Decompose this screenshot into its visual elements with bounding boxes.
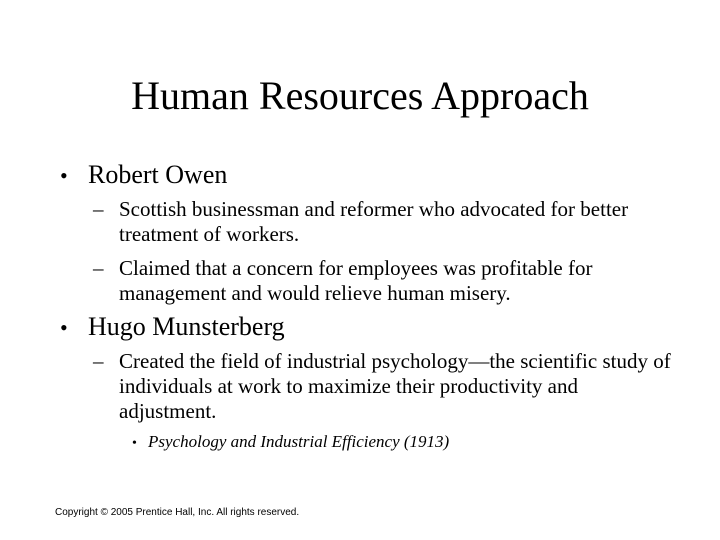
sub-bullet-text: Created the field of industrial psychology—the scientific study of individuals at work to maximize their productivity and adjustment. xyxy=(119,349,671,423)
bullet-marker: • xyxy=(60,315,68,340)
slide-title: Human Resources Approach xyxy=(131,73,589,118)
bullet-robert-owen xyxy=(60,160,227,191)
dash-marker: – xyxy=(93,256,104,280)
sub-bullet-owen-1 xyxy=(93,197,673,247)
dash-marker: – xyxy=(93,349,104,373)
book-citation: Psychology and Industrial Efficiency (1913) xyxy=(148,432,450,451)
sub-bullet-text: Scottish businessman and reformer who advocated for better treatment of workers. xyxy=(119,197,629,246)
copyright-footer: Copyright © 2005 Prentice Hall, Inc. All rights reserved. xyxy=(55,507,300,518)
bullet-text: Robert Owen xyxy=(88,160,228,189)
sub-bullet-owen-2 xyxy=(93,256,673,306)
dash-marker: – xyxy=(93,197,104,221)
bullet-hugo-munsterberg xyxy=(60,312,285,343)
bullet-text: Hugo Munsterberg xyxy=(88,312,285,341)
sub-sub-bullet-book xyxy=(132,432,449,454)
bullet-marker: • xyxy=(60,163,68,188)
sub-bullet-text: Claimed that a concern for employees was profitable for management and would relieve human misery. xyxy=(119,256,593,305)
sub-bullet-munsterberg-1 xyxy=(93,349,673,424)
bullet-marker: • xyxy=(132,436,137,451)
